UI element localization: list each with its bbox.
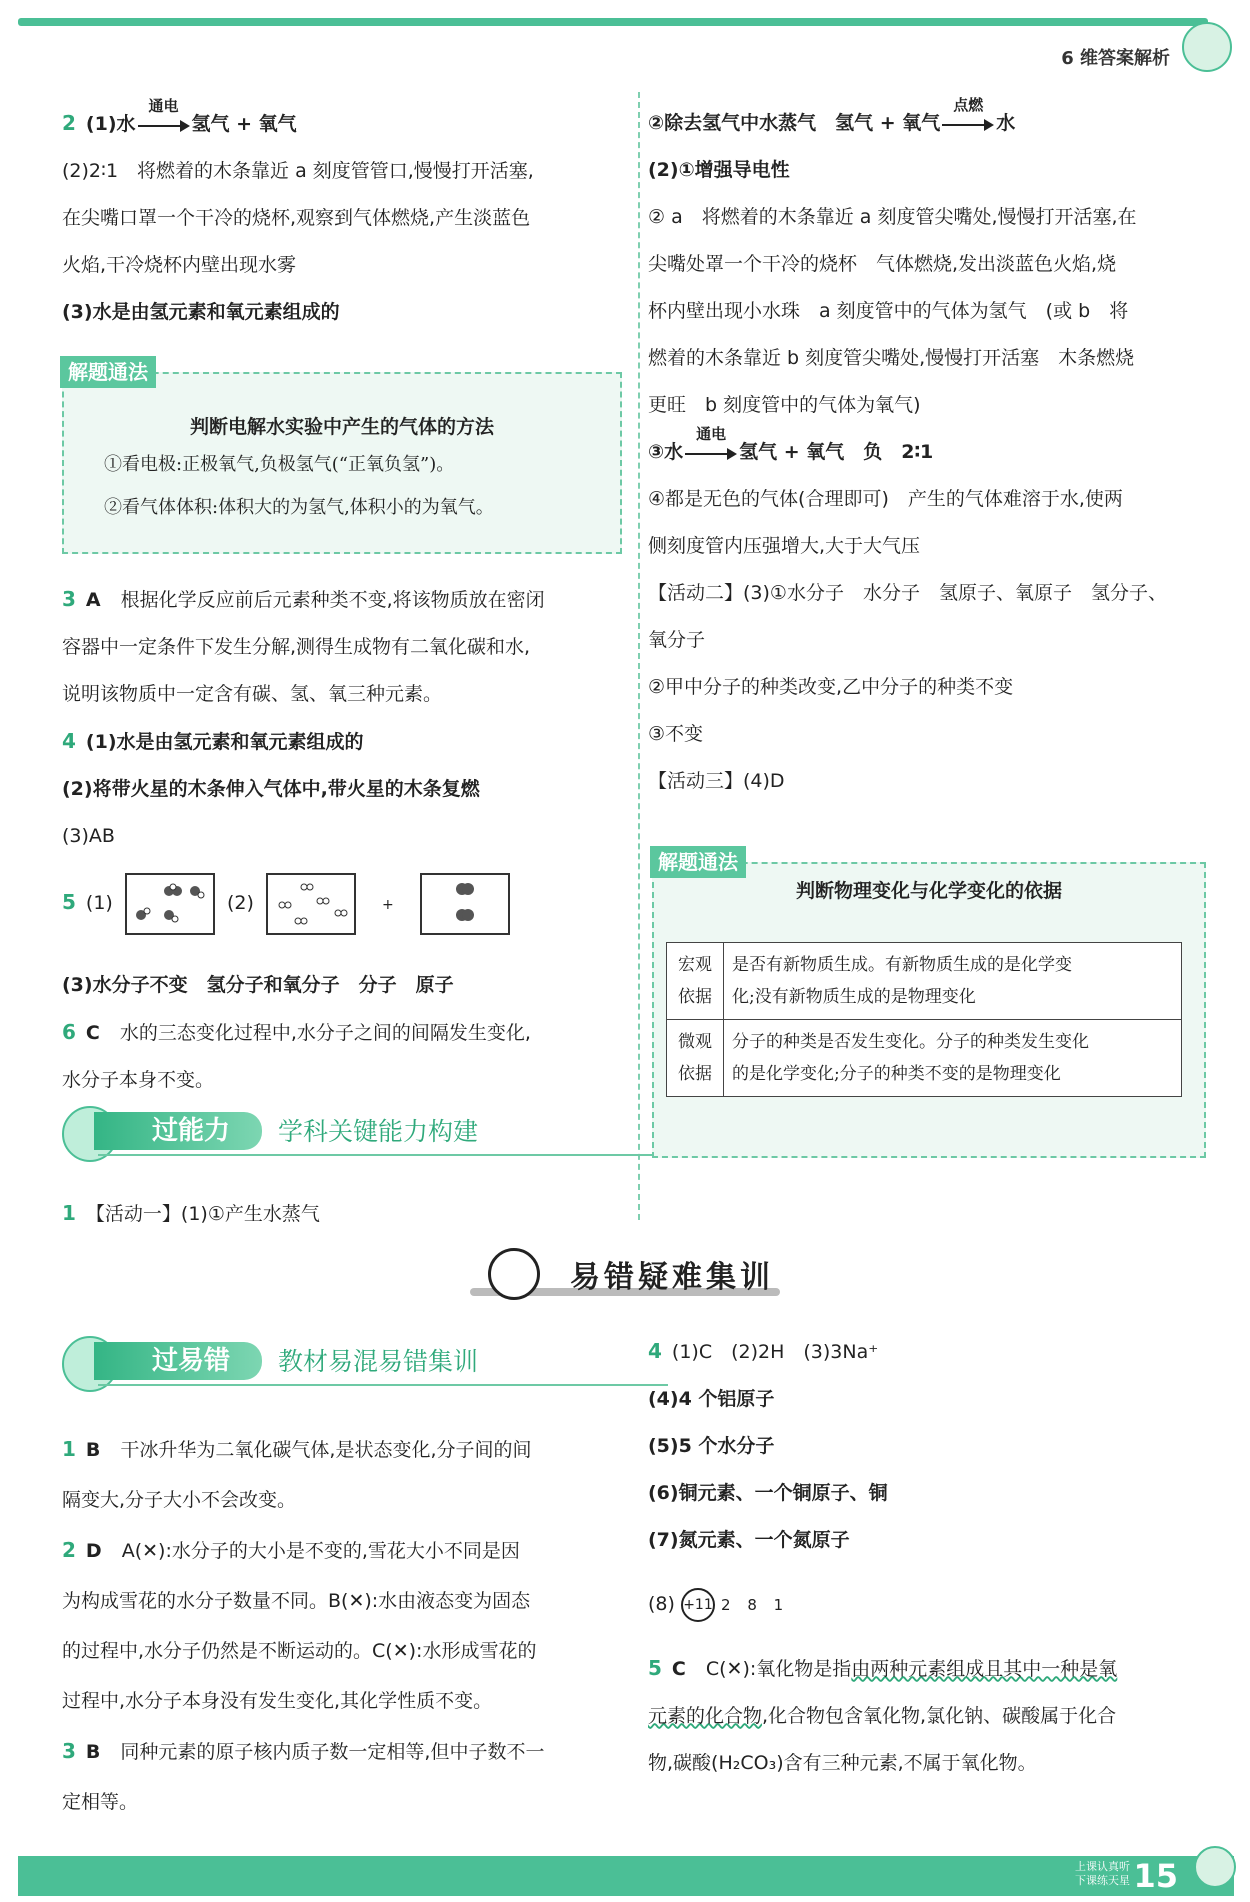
e3-line1 [62,1726,622,1777]
e3-number: 3 [62,1739,76,1763]
section-subtitle: 教材易混易错集训 [278,1347,479,1376]
table-value [724,1020,1182,1097]
arrow-electrolysis [685,424,737,462]
r-line8 [648,424,1216,476]
r-line12: 氧分子 [648,629,706,651]
footer-slogan [1075,1860,1130,1888]
tip-title: 判断物理变化与化学变化的依据 [795,880,1062,902]
e3-text: 同种元素的原子核内质子数一定相等,但中子数不一 [120,1741,545,1763]
table-key [667,943,724,1020]
page-number: 15 [1133,1857,1178,1895]
key-1: 宏观 [678,955,712,975]
table-row [667,943,1182,1020]
r-line2: (2)①增强导电性 [648,159,790,181]
q4-line2: (2)将带火星的木条伸入气体中,带火星的木条复燃 [62,778,480,800]
page-header-title: 6 维答案解析 [1061,48,1170,69]
r-line3: ② a 将燃着的木条靠近 a 刻度管尖嘴处,慢慢打开活塞,在 [648,206,1137,228]
q5-line2: (3)水分子不变 氢分子和氧分子 分子 原子 [62,974,454,996]
e2-line2: 为构成雪花的水分子数量不同。B(✕):水由液态变为固态 [62,1590,531,1612]
e5-emphasis: 元素的化合物 [648,1704,763,1727]
molecule-box-hydrogen [266,873,356,935]
e5-line3: 物,碳酸(H₂CO₃)含有三种元素,不属于氧化物。 [648,1751,1037,1774]
slogan-line: 上课认真听 [1075,1860,1130,1873]
q3-answer: A [85,589,101,611]
tip-line: ①看电极:正极氧气,负极氢气(“正氧负氢”)。 [104,454,455,475]
section-title-mistakes [470,1248,780,1300]
r-line5: 杯内壁出现小水珠 a 刻度管中的气体为氢气 (或 b 将 [648,300,1129,322]
top-accent-bar [18,18,1208,26]
key-2: 依据 [678,1064,712,1084]
mascot-icon [1194,1846,1236,1888]
e2-answer: D [85,1540,102,1562]
r-line11: 【活动二】(3)①水分子 水分子 氢原子、氧原子 氢分子、 [648,582,1167,604]
q2-line3: 在尖嘴口罩一个干冷的烧杯,观察到气体燃烧,产生淡蓝色 [62,207,531,229]
e2-text: A(✕):水分子的大小是不变的,雪花大小不同是因 [121,1540,520,1562]
value-2: 化;没有新物质生成的是物理变化 [732,987,976,1007]
key-2: 依据 [678,987,712,1007]
r-line14: ③不变 [648,723,704,745]
arrow-label: 点燃 [953,95,984,114]
left-column-middle [62,576,622,860]
q6-number: 6 [62,1020,76,1044]
q5-part1: (1) [85,892,113,914]
q3-number: 3 [62,587,76,611]
q6-line2: 水分子本身不变。 [62,1069,215,1091]
value-2: 的是化学变化;分子的种类不变的是物理变化 [732,1064,1061,1084]
comparison-table [666,942,1182,1097]
column-divider [638,92,640,1220]
q4-text: (1)水是由氢元素和氧元素组成的 [85,731,364,753]
page-footer [18,1856,1234,1896]
section-badge: 过能力 [94,1112,262,1150]
left-column-upper [62,96,622,336]
e5-answer: C [671,1657,686,1680]
value-1: 分子的种类是否发生变化。分子的种类发生变化 [732,1032,1089,1052]
e4-line5: (7)氮元素、一个氮原子 [648,1529,850,1551]
table-value [724,943,1182,1020]
q6-line1 [62,1009,622,1057]
e4-text: (1)C (2)2H (3)3Na⁺ [671,1341,879,1363]
e4-line3: (5)5 个水分子 [648,1435,775,1457]
tip-line: ②看气体体积:体积大的为氢气,体积小的为氧气。 [104,497,494,518]
section-mistakes-bar [62,1342,632,1382]
arrow-label: 通电 [696,424,727,443]
q5-diagram-row [62,870,622,937]
q1-number: 1 [62,1201,76,1225]
r-line1 [648,95,1216,147]
arrow-label: 通电 [148,96,179,115]
mascot-icon [1182,22,1232,72]
r1a: ②除去氢气中水蒸气 氢气 + 氧气 [648,112,941,134]
r-line4: 尖嘴处罩一个干冷的烧杯 气体燃烧,发出淡蓝色火焰,烧 [648,253,1117,275]
e2-line1 [62,1525,622,1576]
e1-answer: B [85,1439,101,1461]
r-line7: 更旺 b 刻度管中的气体为氧气) [648,394,921,416]
e5-text: ,化合物包含氧化物,氯化钠、碳酸属于化合 [762,1704,1117,1727]
e4-number: 4 [648,1339,662,1363]
q6-text: 水的三态变化过程中,水分子之间的间隔发生变化, [119,1022,531,1044]
e4-line6 [648,1564,1216,1645]
left-column-lower [62,962,622,1104]
e4-line4: (6)铜元素、一个铜原子、铜 [648,1482,888,1504]
right-column-upper [648,95,1216,805]
e4-line1 [648,1328,1216,1376]
molecule-box-water [125,873,215,935]
e2-line4: 过程中,水分子本身没有发生变化,其化学性质不变。 [62,1690,493,1712]
r1b: 水 [996,112,1016,134]
tip-box-change [652,850,1206,1158]
e5-emphasis: 由两种元素组成且其中一种是氧 [851,1657,1118,1680]
lower-right-column [648,1328,1216,1787]
r-line6: 燃着的木条靠近 b 刻度管尖嘴处,慢慢打开活塞 木条燃烧 [648,347,1135,369]
table-row [667,1020,1182,1097]
r-line9: ④都是无色的气体(合理即可) 产生的气体难溶于水,使两 [648,488,1123,510]
molecule-box-oxygen [420,873,510,935]
q2-line5: (3)水是由氢元素和氧元素组成的 [62,301,340,323]
e5-line1 [648,1645,1216,1693]
key-1: 微观 [678,1032,712,1052]
section-subtitle: 学科关键能力构建 [278,1117,479,1146]
e3-answer: B [85,1741,101,1763]
q1-text: 【活动一】(1)①产生水蒸气 [85,1203,320,1225]
e1-line2: 隔变大,分子大小不会改变。 [62,1489,297,1511]
table-key [667,1020,724,1097]
q2-line4: 火焰,干冷烧杯内壁出现水雾 [62,254,297,276]
r-line13: ②甲中分子的种类改变,乙中分子的种类不变 [648,676,1014,698]
q3-text: 根据化学反应前后元素种类不变,将该物质放在密闭 [120,589,545,611]
tip-title: 判断电解水实验中产生的气体的方法 [189,416,494,438]
star-logo-icon [488,1248,540,1300]
e1-text: 干冰升华为二氧化碳气体,是状态变化,分子间的间 [120,1439,532,1461]
section-badge: 过易错 [94,1342,262,1380]
q3-line3: 说明该物质中一定含有碳、氢、氧三种元素。 [62,683,443,705]
e2-number: 2 [62,1538,76,1562]
r8b: 氢气 + 氧气 负 2∶1 [739,441,934,463]
e4-line2: (4)4 个铝原子 [648,1388,775,1410]
q6-answer: C [85,1022,100,1044]
arrow-electrolysis [138,96,190,134]
q3-line1 [62,576,622,624]
tip-label: 解题通法 [60,356,156,388]
r8a: ③水 [648,441,684,463]
e1-line1 [62,1424,622,1475]
q5-number: 5 [62,890,76,914]
q2-p1b: 氢气 + 氧气 [191,113,297,135]
lower-left-column [62,1424,622,1827]
r-line15: 【活动三】(4)D [648,770,785,792]
q2-p1a: (1)水 [85,113,136,135]
plus-sign: + [381,897,394,913]
q3-line2: 容器中一定条件下发生分解,测得生成物有二氧化碳和水, [62,636,531,658]
q2-number: 2 [62,111,76,135]
q4-line1 [62,718,622,766]
r-line10: 侧刻度管内压强增大,大于大气压 [648,535,921,557]
tip-label: 解题通法 [650,846,746,878]
q4-line3: (3)AB [62,825,115,847]
atom-nucleus: +11 [681,1588,715,1622]
q2-line1 [62,96,622,148]
tip-box-electrolysis [62,360,622,554]
left-q1 [62,1190,622,1238]
e5-number: 5 [648,1655,662,1680]
e2-line3: 的过程中,水分子仍然是不断运动的。C(✕):水形成雪花的 [62,1640,537,1662]
e1-number: 1 [62,1437,76,1461]
q2-line2: (2)2∶1 将燃着的木条靠近 a 刻度管管口,慢慢打开活塞, [62,160,534,182]
q1-line [62,1190,622,1238]
slogan-line: 下课练天星 [1075,1874,1130,1887]
e5-text: C(✕):氧化物是指 [705,1657,852,1680]
electron-shells: 2 8 1 [721,1595,790,1614]
q4-number: 4 [62,729,76,753]
arrow-combustion [942,95,994,133]
e3-line2: 定相等。 [62,1791,139,1813]
e5-line2 [648,1693,1216,1740]
e4-part8: (8) [648,1593,675,1615]
q5-part2: (2) [226,892,254,914]
section-ability-bar [62,1112,632,1152]
value-1: 是否有新物质生成。有新物质生成的是化学变 [732,955,1072,975]
section-title-text: 易错疑难集训 [570,1260,774,1295]
